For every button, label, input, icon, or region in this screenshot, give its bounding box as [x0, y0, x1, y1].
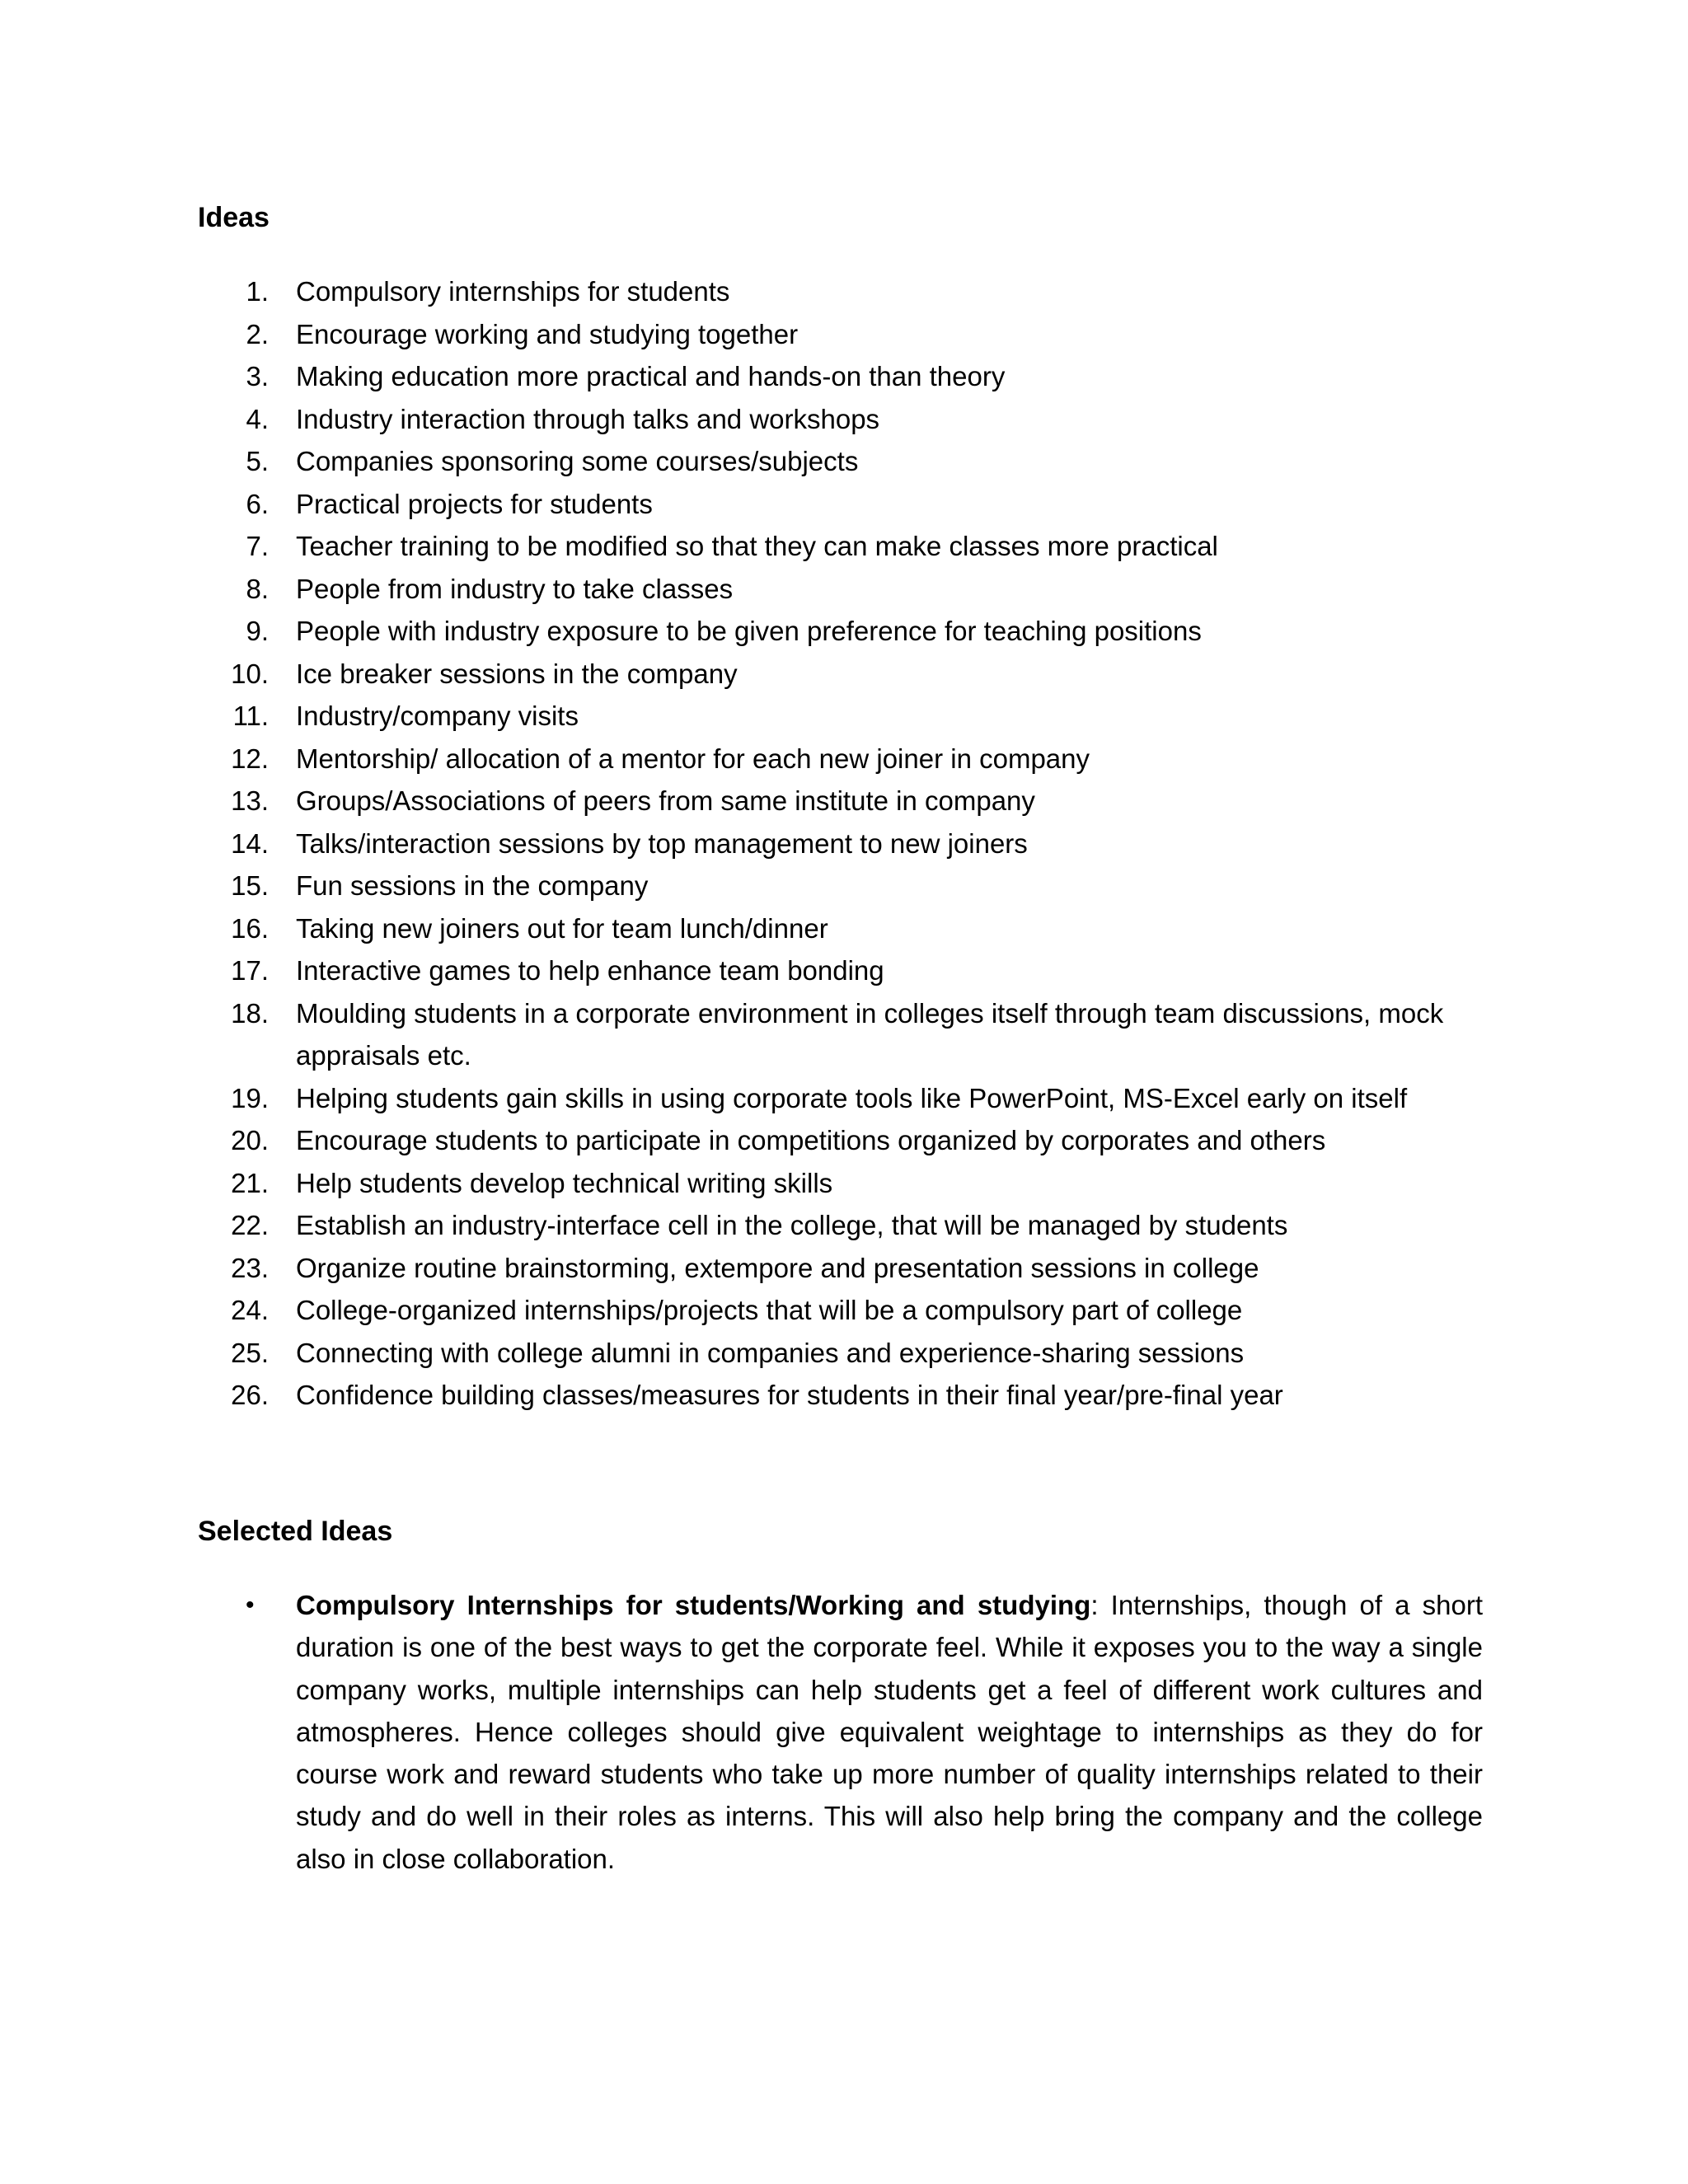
list-item-number: 7.: [246, 531, 269, 561]
list-item-text: Establish an industry-interface cell in the college, that will be managed by students: [296, 1210, 1288, 1240]
list-item: [0, 907, 1483, 950]
selected-ideas-heading: Selected Ideas: [198, 1516, 393, 1547]
list-item: [0, 823, 1483, 865]
list-item-number: 17.: [231, 955, 269, 986]
list-item: [0, 568, 1483, 611]
list-item-number: 15.: [231, 870, 269, 901]
list-item: [0, 483, 1483, 526]
list-item-number: 18.: [231, 997, 269, 1029]
list-item-text: Fun sessions in the company: [296, 870, 649, 901]
list-item: [0, 270, 1483, 313]
list-item-number: 19.: [231, 1082, 269, 1113]
list-item: [0, 695, 1483, 738]
ideas-heading: Ideas: [198, 202, 270, 233]
list-item-text: Groups/Associations of peers from same institute in company: [296, 785, 1035, 816]
selected-ideas-list: [0, 1584, 1688, 1880]
list-item-text: Compulsory internships for students: [296, 276, 730, 307]
list-item: [0, 780, 1483, 823]
list-item: [0, 992, 1483, 1077]
list-item: [0, 440, 1483, 483]
list-item: [0, 525, 1483, 568]
list-item-text: Talks/interaction sessions by top management to new joiners: [296, 827, 1028, 859]
list-item-text: Help students develop technical writing skills: [296, 1167, 833, 1198]
list-item-number: 26.: [231, 1380, 269, 1410]
list-item-number: 22.: [231, 1210, 269, 1240]
list-item-text: Companies sponsoring some courses/subjects: [296, 446, 859, 476]
list-item-text: Interactive games to help enhance team bonding: [296, 955, 884, 986]
list-item-number: 11.: [232, 701, 269, 731]
list-item: [0, 1247, 1483, 1290]
list-item: [0, 1119, 1483, 1162]
list-item-text: Confidence building classes/measures for students in their final year/pre-final year: [296, 1380, 1283, 1410]
list-item: [0, 1162, 1483, 1205]
list-item: [0, 865, 1483, 907]
list-item-text: Industry/company visits: [296, 701, 579, 731]
list-item-text: People from industry to take classes: [296, 573, 734, 604]
list-item-number: 8.: [246, 573, 269, 604]
list-item: [0, 738, 1483, 780]
list-item-number: 24.: [231, 1295, 269, 1325]
list-item-number: 21.: [231, 1167, 269, 1198]
list-item-number: 13.: [231, 785, 269, 816]
list-item-number: 10.: [231, 658, 269, 689]
list-item-number: 25.: [231, 1337, 269, 1368]
list-item-number: 4.: [246, 403, 269, 434]
selected-idea-item: [0, 1584, 1483, 1880]
list-item: [0, 1374, 1483, 1417]
list-item-text: Encourage working and studying together: [296, 318, 799, 349]
bullet-icon: •: [246, 1591, 255, 1619]
list-item-text: Ice breaker sessions in the company: [296, 658, 738, 689]
selected-idea-separator: :: [1090, 1590, 1099, 1620]
list-item-number: 14.: [231, 827, 269, 859]
list-item: [0, 949, 1483, 992]
list-item-text: Taking new joiners out for team lunch/dinner: [296, 912, 828, 944]
list-item: [0, 1204, 1483, 1247]
list-item: [0, 1077, 1483, 1120]
list-item-text: Connecting with college alumni in companies and experience-sharing sessions: [296, 1337, 1245, 1368]
list-item: [0, 355, 1483, 398]
list-item-number: 20.: [231, 1125, 269, 1155]
list-item: [0, 610, 1483, 653]
list-item-text: Mentorship/ allocation of a mentor for each new joiner in company: [296, 743, 1090, 774]
list-item-number: 1.: [246, 276, 269, 307]
list-item-text: Moulding students in a corporate environment in colleges itself through team discussions, mock appraisals etc.: [296, 997, 1444, 1071]
ideas-list: [0, 270, 1688, 1417]
list-item: [0, 1332, 1483, 1375]
list-item-text: Helping students gain skills in using corporate tools like PowerPoint, MS-Excel early on itself: [296, 1082, 1408, 1113]
list-item-number: 23.: [231, 1252, 269, 1283]
list-item-number: 5.: [246, 446, 269, 476]
list-item-text: Making education more practical and hands-on than theory: [296, 361, 1006, 391]
selected-idea-title: Compulsory Internships for students/Working and studying: [296, 1590, 1091, 1620]
selected-idea-body: Internships, though of a short duration is one of the best ways to get the corporate feel. While it exposes you to the way a single company works, multiple internships can help students get a feel of different work cultures and atmospheres. Hence colleges should give equivalent weightage to internships as they do for course work and reward students who take up more number of quality internships related to their study and do well in their roles as interns. This will also help bring the company and the college also in close collaboration.: [296, 1590, 1483, 1874]
list-item-text: College-organized internships/projects that will be a compulsory part of college: [296, 1295, 1243, 1325]
list-item-number: 2.: [246, 318, 269, 349]
list-item-number: 3.: [246, 361, 269, 391]
list-item-text: Organize routine brainstorming, extempore and presentation sessions in college: [296, 1252, 1259, 1283]
list-item-number: 16.: [231, 912, 269, 944]
list-item-text: Industry interaction through talks and workshops: [296, 403, 880, 434]
list-item-text: Practical projects for students: [296, 488, 653, 519]
list-item-number: 12.: [231, 743, 269, 774]
list-item-text: Encourage students to participate in competitions organized by corporates and others: [296, 1125, 1326, 1155]
list-item-text: People with industry exposure to be given preference for teaching positions: [296, 616, 1202, 646]
list-item: [0, 1289, 1483, 1332]
list-item-number: 9.: [246, 616, 269, 646]
list-item-number: 6.: [246, 488, 269, 519]
list-item: [0, 313, 1483, 356]
list-item: [0, 653, 1483, 696]
list-item-text: Teacher training to be modified so that they can make classes more practical: [296, 531, 1218, 561]
list-item: [0, 398, 1483, 441]
